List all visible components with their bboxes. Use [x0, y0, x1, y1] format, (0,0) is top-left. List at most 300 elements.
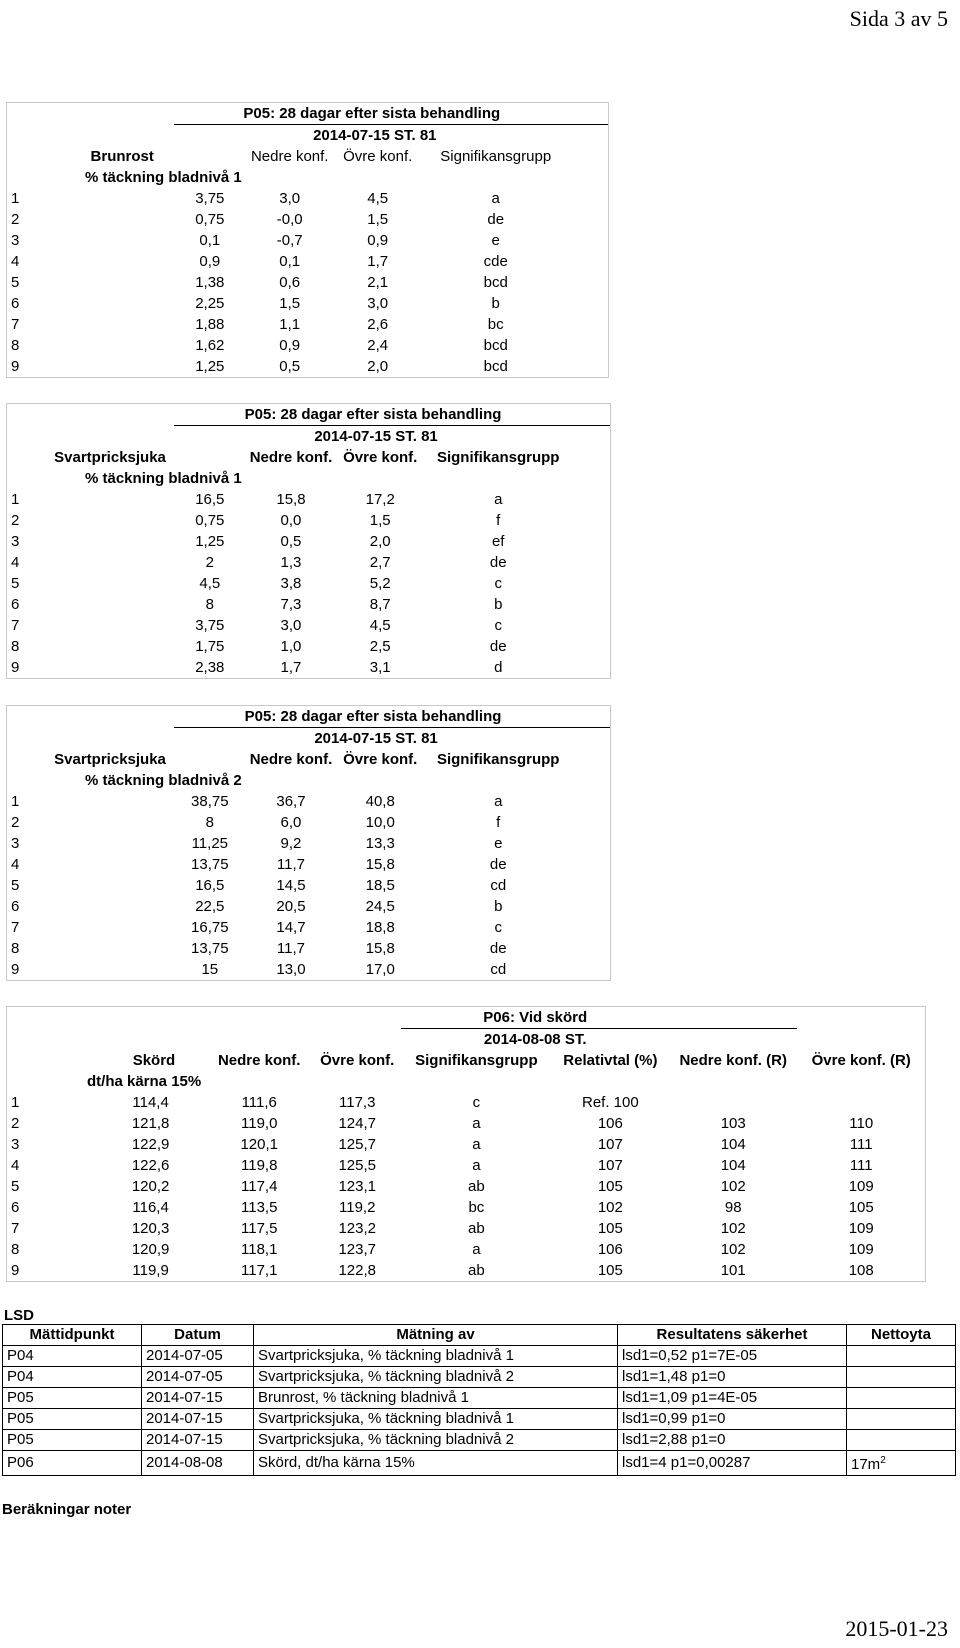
result-table-skord: [6, 1006, 926, 1282]
table-cell: 13,75: [191, 856, 229, 873]
table-cell: 123,1: [338, 1178, 376, 1195]
table-cell: 119,9: [96, 1260, 205, 1282]
table-cell: 4: [7, 251, 174, 272]
table-cell: 18,8: [365, 919, 395, 936]
table-cell: 13,0: [246, 959, 337, 981]
empty-cell: [424, 770, 572, 791]
table-cell: 8: [7, 938, 174, 959]
table-cell: 109: [797, 1239, 926, 1260]
table-row: [7, 531, 611, 552]
table-row: [7, 938, 611, 959]
table-cell: 120,1: [240, 1136, 278, 1153]
table-cell: 2: [7, 1113, 96, 1134]
table-cell: 11,25: [191, 835, 229, 852]
table-row: [7, 1155, 926, 1176]
table-cell: 9: [7, 657, 174, 679]
table-cell: 121,8: [131, 1115, 170, 1132]
lsd-row: [3, 1388, 956, 1409]
empty-cell: [572, 917, 611, 938]
empty-cell: [313, 1007, 401, 1029]
unit-header: dt/ha kärna 15%: [7, 1071, 206, 1092]
table-row: [7, 1218, 926, 1239]
table-cell: 106: [597, 1115, 623, 1132]
table-cell: 16,5: [195, 877, 225, 894]
empty-cell: [572, 552, 611, 573]
table-cell: 16,5: [195, 491, 225, 508]
table-cell: bcd: [483, 274, 508, 291]
table-cell: d: [424, 657, 572, 679]
table-cell: 107: [597, 1157, 623, 1174]
table-row: [7, 335, 609, 356]
table-row: [7, 251, 609, 272]
lsd-header-row: [3, 1325, 956, 1346]
table-cell: 7: [7, 917, 174, 938]
table-row: [7, 1134, 926, 1155]
empty-cell: [174, 749, 246, 770]
table-cell: [847, 1346, 956, 1367]
table-cell: 1,25: [195, 533, 225, 550]
table-row: [7, 314, 609, 335]
empty-cell: [246, 167, 334, 188]
empty-cell: [570, 314, 609, 335]
table-cell: 15,8: [365, 940, 395, 957]
table-cell: 2,38: [174, 657, 246, 679]
empty-cell: [336, 468, 424, 489]
table-row: [7, 1092, 926, 1113]
empty-cell: [422, 167, 570, 188]
table-cell: 14,7: [276, 919, 306, 936]
empty-cell: [205, 1007, 313, 1029]
empty-cell: [570, 103, 609, 125]
empty-cell: [572, 615, 611, 636]
table-cell: 2: [205, 554, 214, 571]
empty-cell: [669, 1071, 797, 1092]
empty-cell: [570, 335, 609, 356]
unit-header: % täckning bladnivå 1: [7, 468, 246, 489]
table-cell: a: [491, 190, 500, 207]
table-cell: cd: [490, 877, 507, 894]
table-cell: 17,0: [336, 959, 424, 981]
table-row: [7, 209, 609, 230]
table-cell: Mättidpunkt: [3, 1325, 142, 1346]
table-cell: 0,9: [279, 337, 301, 354]
table-cell: 118,1: [241, 1241, 278, 1258]
empty-cell: [246, 770, 337, 791]
table-cell: [847, 1430, 956, 1451]
table-cell: 0,75: [195, 211, 225, 228]
table-cell: b: [491, 295, 500, 312]
table-cell: 5: [7, 1176, 96, 1197]
table-cell: 111: [797, 1134, 926, 1155]
table-cell: 120,9: [131, 1241, 170, 1258]
table-cell: bcd: [422, 356, 570, 378]
nettoyta-cell: $17m^2$: [847, 1451, 956, 1476]
lsd-row: [3, 1367, 956, 1388]
table-cell: 105: [797, 1197, 926, 1218]
table-cell: b: [494, 898, 503, 915]
table-cell: e: [491, 232, 500, 249]
table-cell: 98: [724, 1199, 742, 1216]
table-cell: f: [496, 814, 501, 831]
table-cell: 18,5: [365, 877, 395, 894]
empty-cell: [572, 531, 611, 552]
table-cell: 9: [7, 959, 174, 981]
empty-cell: [572, 875, 611, 896]
table-cell: 4: [7, 1155, 96, 1176]
table-cell: 6: [7, 594, 174, 615]
empty-cell: [7, 404, 174, 426]
empty-cell: [7, 125, 174, 147]
table-cell: 1: [7, 1092, 96, 1113]
table-cell: 3: [7, 1134, 96, 1155]
table-cell: 3: [7, 833, 174, 854]
table-cell: 5,2: [369, 575, 391, 592]
table-cell: 2,25: [195, 295, 225, 312]
table-cell: cd: [424, 959, 572, 981]
table-cell: e: [494, 835, 503, 852]
table-cell: P04: [3, 1346, 142, 1367]
empty-cell: [572, 594, 611, 615]
empty-cell: [570, 251, 609, 272]
table-cell: 117,1: [205, 1260, 313, 1282]
table-cell: de: [487, 211, 505, 228]
table-cell: [669, 1092, 797, 1113]
table-cell: 3,8: [280, 575, 302, 592]
table-cell: 111,6: [241, 1094, 277, 1111]
table-cell: de: [489, 554, 507, 571]
table-subtitle: 2014-07-15 ST. 81: [174, 125, 570, 147]
table-cell: 2,4: [367, 337, 389, 354]
empty-cell: [572, 854, 611, 875]
table-row: [7, 1197, 926, 1218]
table-cell: 6: [7, 1197, 96, 1218]
table-cell: 15: [174, 959, 246, 981]
result-table-svartpricksjuka-2: [6, 705, 611, 981]
table-cell: cde: [483, 253, 508, 270]
col-header: Övre konf.: [343, 148, 413, 165]
table-row: [7, 896, 611, 917]
table-cell: 120,3: [131, 1220, 170, 1237]
table-cell: 5: [7, 272, 174, 293]
table-cell: bcd: [483, 337, 508, 354]
table-cell: Svartpricksjuka, % täckning bladnivå 2: [254, 1367, 618, 1388]
table-cell: 1,5: [369, 512, 391, 529]
table-cell: 117,5: [241, 1220, 278, 1237]
col-header: Övre konf.: [343, 449, 418, 466]
table-cell: Nettoyta: [847, 1325, 956, 1346]
table-cell: 0,1: [199, 232, 221, 249]
table-cell: 103: [720, 1115, 746, 1132]
notes-title: Beräkningar noter: [2, 1501, 132, 1518]
table-cell: 3,0: [367, 295, 389, 312]
table-cell: 8: [7, 636, 174, 657]
table-cell: 2: [7, 209, 174, 230]
table-cell: 2014-08-08: [142, 1451, 254, 1476]
col-header: Övre konf.: [320, 1052, 395, 1069]
table-cell: 2014-07-15: [142, 1388, 254, 1409]
empty-cell: [572, 657, 611, 679]
empty-cell: [570, 356, 609, 378]
empty-cell: [669, 1007, 797, 1029]
table-row: [7, 188, 609, 209]
empty-cell: [313, 1071, 401, 1092]
table-cell: 119,0: [241, 1115, 278, 1132]
table-cell: 1: [7, 188, 174, 209]
table-cell: 6: [7, 293, 174, 314]
table-cell: 2014-07-05: [142, 1346, 254, 1367]
table-cell: lsd1=2,88 p1=0: [618, 1430, 847, 1451]
table-cell: Ref. 100: [582, 1094, 639, 1111]
table-cell: 20,5: [276, 898, 306, 915]
table-cell: 125,5: [338, 1157, 376, 1174]
empty-cell: [205, 1071, 313, 1092]
table-cell: 2014-07-05: [142, 1367, 254, 1388]
table-cell: 4: [7, 854, 174, 875]
table-row: [7, 875, 611, 896]
table-cell: 6,0: [280, 814, 302, 831]
table-cell: 13,75: [191, 940, 229, 957]
table-cell: 0,1: [279, 253, 301, 270]
table-cell: 123,2: [338, 1220, 376, 1237]
table-row: [7, 1239, 926, 1260]
table-cell: 0,75: [195, 512, 225, 529]
table-cell: 108: [797, 1260, 926, 1282]
table-cell: lsd1=1,48 p1=0: [618, 1367, 847, 1388]
table-cell: c: [494, 617, 502, 634]
table-cell: Svartpricksjuka, % täckning bladnivå 2: [254, 1430, 618, 1451]
table-cell: [847, 1409, 956, 1430]
empty-cell: [570, 125, 609, 147]
empty-cell: [570, 167, 609, 188]
empty-cell: [424, 468, 572, 489]
table-cell: [847, 1367, 956, 1388]
empty-cell: [572, 573, 611, 594]
empty-cell: [572, 404, 611, 426]
lsd-row: [3, 1346, 956, 1367]
table-cell: a: [472, 1136, 481, 1153]
table-row: [7, 552, 611, 573]
table-cell: c: [472, 1094, 481, 1111]
empty-cell: [572, 959, 611, 981]
measure-header: Skörd: [7, 1050, 206, 1071]
table-cell: 14,5: [276, 877, 306, 894]
table-cell: a: [472, 1115, 481, 1132]
empty-cell: [572, 833, 611, 854]
table-subtitle: 2014-07-15 ST. 81: [174, 728, 572, 750]
table-row: [7, 917, 611, 938]
table-cell: Datum: [142, 1325, 254, 1346]
col-header: Övre konf. (R): [797, 1050, 926, 1071]
table-cell: 7,3: [280, 596, 302, 613]
measure-header: Svartpricksjuka: [7, 447, 174, 468]
table-cell: 113,5: [241, 1199, 278, 1216]
col-header: Nedre konf.: [217, 1052, 301, 1069]
table-cell: 105: [597, 1220, 623, 1237]
table-cell: [797, 1092, 926, 1113]
table-cell: 1,3: [280, 554, 302, 571]
table-row: [7, 230, 609, 251]
table-cell: 2014-07-15: [142, 1430, 254, 1451]
table-cell: P05: [3, 1409, 142, 1430]
unit-header: % täckning bladnivå 1: [7, 167, 246, 188]
empty-cell: [570, 293, 609, 314]
empty-cell: [570, 272, 609, 293]
table-cell: c: [494, 575, 502, 592]
table-cell: 0,9: [367, 232, 389, 249]
table-cell: 2014-07-15: [142, 1409, 254, 1430]
empty-cell: [313, 1029, 401, 1051]
col-header: Signifikansgrupp: [415, 1052, 538, 1069]
lsd-row: [3, 1451, 956, 1476]
table-cell: 2,0: [334, 356, 422, 378]
empty-cell: [7, 728, 174, 750]
table-cell: 13,3: [365, 835, 395, 852]
col-header: Signifikansgrupp: [436, 751, 560, 768]
empty-cell: [96, 1029, 205, 1051]
table-cell: bc: [487, 316, 504, 333]
table-cell: 111: [797, 1155, 926, 1176]
empty-cell: [572, 706, 611, 728]
table-cell: 1,62: [195, 337, 225, 354]
empty-cell: [334, 167, 422, 188]
table-cell: 10,0: [365, 814, 395, 831]
empty-cell: [572, 812, 611, 833]
col-header: Signifikansgrupp: [440, 148, 552, 165]
table-cell: 8,7: [369, 596, 391, 613]
lsd-row: [3, 1430, 956, 1451]
table-row: [7, 510, 611, 531]
table-cell: 15,8: [365, 856, 395, 873]
empty-cell: [552, 1071, 670, 1092]
table-cell: 1: [7, 791, 174, 812]
table-cell: P05: [3, 1388, 142, 1409]
table-cell: bc: [468, 1199, 485, 1216]
table-cell: 2,1: [367, 274, 389, 291]
empty-cell: [7, 103, 174, 125]
table-cell: 122,6: [131, 1157, 170, 1174]
table-cell: 109: [797, 1176, 926, 1197]
table-cell: 1,5: [279, 295, 301, 312]
table-row: [7, 791, 611, 812]
empty-cell: [572, 791, 611, 812]
table-cell: 17,2: [365, 491, 395, 508]
col-header: Nedre konf.: [250, 148, 329, 165]
table-cell: 102: [597, 1199, 623, 1216]
table-cell: 117,3: [339, 1094, 376, 1111]
table-subtitle: 2014-08-08 ST.: [401, 1029, 669, 1051]
table-row: [7, 573, 611, 594]
table-title: P05: 28 dagar efter sista behandling: [174, 706, 572, 728]
empty-cell: [669, 1029, 797, 1051]
result-table-brunrost-1: [6, 102, 609, 378]
table-row: [7, 833, 611, 854]
table-cell: 120,2: [131, 1178, 170, 1195]
empty-cell: [572, 426, 611, 448]
table-cell: 3,75: [195, 190, 225, 207]
table-row: [7, 812, 611, 833]
table-cell: b: [494, 596, 503, 613]
col-header: Nedre konf.: [249, 751, 333, 768]
table-body: [7, 188, 609, 378]
empty-cell: [797, 1007, 926, 1029]
empty-cell: [570, 209, 609, 230]
table-cell: 124,7: [338, 1115, 376, 1132]
table-cell: Mätning av: [254, 1325, 618, 1346]
page-date: 2015-01-23: [845, 1616, 948, 1641]
table-cell: lsd1=0,99 p1=0: [618, 1409, 847, 1430]
empty-cell: [570, 146, 609, 167]
empty-cell: [570, 230, 609, 251]
table-cell: de: [489, 638, 507, 655]
empty-cell: [572, 938, 611, 959]
table-row: [7, 636, 611, 657]
area-superscript: 2: [880, 1455, 886, 1466]
table-row: [7, 356, 609, 378]
table-cell: 2: [7, 812, 174, 833]
empty-cell: [572, 636, 611, 657]
table-cell: 3,0: [279, 190, 301, 207]
empty-cell: [572, 510, 611, 531]
table-cell: 3,0: [280, 617, 302, 634]
table-cell: 3,1: [336, 657, 424, 679]
table-cell: 2,7: [369, 554, 391, 571]
empty-cell: [246, 468, 337, 489]
table-cell: 1,7: [367, 253, 389, 270]
table-cell: lsd1=1,09 p1=4E-05: [618, 1388, 847, 1409]
lsd-title: LSD: [4, 1307, 34, 1324]
table-title: P05: 28 dagar efter sista behandling: [174, 404, 572, 426]
table-cell: 1,7: [246, 657, 337, 679]
table-cell: 1,1: [279, 316, 301, 333]
table-cell: ab: [468, 1220, 485, 1237]
table-cell: 7: [7, 1218, 96, 1239]
empty-cell: [797, 1029, 926, 1051]
table-cell: 4,5: [367, 190, 389, 207]
col-header: Relativtal (%): [563, 1052, 658, 1069]
table-cell: 6: [7, 896, 174, 917]
table-cell: 9,2: [280, 835, 302, 852]
table-cell: 1,5: [367, 211, 389, 228]
table-cell: 5: [7, 875, 174, 896]
table-cell: 116,4: [132, 1199, 169, 1216]
lsd-table: [2, 1324, 956, 1476]
table-cell: 2,5: [369, 638, 391, 655]
table-cell: 2,6: [367, 316, 389, 333]
table-cell: ef: [491, 533, 505, 550]
table-cell: 8: [205, 596, 214, 613]
table-cell: 2: [7, 510, 174, 531]
table-cell: 0,0: [280, 512, 302, 529]
empty-cell: [572, 749, 611, 770]
table-cell: Resultatens säkerhet: [618, 1325, 847, 1346]
table-row: [7, 615, 611, 636]
table-row: [7, 959, 611, 981]
empty-cell: [797, 1071, 926, 1092]
table-cell: a: [472, 1157, 481, 1174]
table-row: [7, 272, 609, 293]
table-cell: 125,7: [338, 1136, 376, 1153]
table-cell: P04: [3, 1367, 142, 1388]
table-cell: 3: [7, 531, 174, 552]
table-cell: 107: [597, 1136, 623, 1153]
result-table-svartpricksjuka-1: [6, 403, 611, 679]
table-cell: 123,7: [338, 1241, 376, 1258]
empty-cell: [572, 770, 611, 791]
table-cell: 0,5: [246, 356, 334, 378]
table-row: [7, 293, 609, 314]
table-cell: 7: [7, 615, 174, 636]
col-header: Signifikansgrupp: [436, 449, 560, 466]
